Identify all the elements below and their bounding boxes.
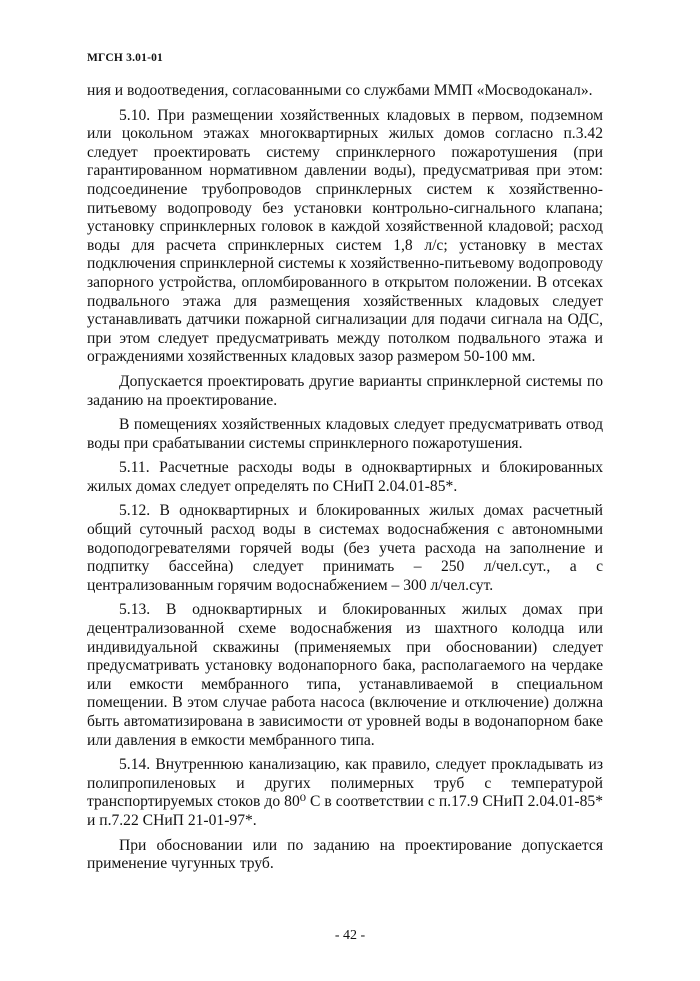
- document-body: [87, 82, 603, 874]
- paragraph-5-11: 5.11. Расчетные расходы воды в одноквартирных и блокированных жилых домах следует определять по СНиП 2.04.01-85*.: [87, 459, 603, 495]
- paragraph-5-12: 5.12. В одноквартирных и блокированных жилых домах расчетный общий суточный расход воды в системах водоснабжения с автономными водоподогревателями горячей воды (без учета расхода на заполнение и подпитку бассейна) следует принимать – 250 л/чел.сут., а с централизованным горячим водоснабжением – 300 л/чел.сут.: [87, 502, 603, 594]
- paragraph-5-14: 5.14. Внутреннюю канализацию, как правило, следует прокладывать из полипропиленовых и других полимерных труб с температурой транспортируемых стоков до 80⁰ С в соответствии с п.17.9 СНиП 2.04.01-85* и п.7.22 СНиП 21-01-97*.: [87, 756, 603, 829]
- paragraph-5-10: 5.10. При размещении хозяйственных кладовых в первом, подземном или цокольном этажах многоквартирных жилых домов согласно п.3.42 следует проектировать систему спринклерного пожаротушения (при гарантированном нормативном давлении воды), предусматривая при этом: подсоединение трубопроводов спринклерных систем к хозяйственно-питьевому водопроводу без установки контрольно-сигнального клапана; установку спринклерных головок в каждой хозяйственной кладовой; расход воды для расчета спринклерных систем 1,8 л/с; установку в местах подключения спринклерной системы к хозяйственно-питьевому водопроводу запорного устройства, опломбированного в открытом положении. В отсеках подвального этажа для размещения хозяйственных кладовых следует устанавливать датчики пожарной сигнализации для подачи сигнала на ОДС, при этом следует предусматривать между потолком подвального этажа и ограждениями хозяйственных кладовых зазор размером 50-100 мм.: [87, 106, 603, 366]
- paragraph-5-13: 5.13. В одноквартирных и блокированных жилых домах при децентрализованной схеме водоснабжения из шахтного колодца или индивидуальной скважины (применяемых при обосновании) следует предусматривать установку водонапорного бака, располагаемого на чердаке или емкости мембранного типа, устанавливаемой в специальном помещении. В этом случае работа насоса (включение и отключение) должна быть автоматизирована в зависимости от уровней воды в водонапорном баке или давления в емкости мембранного типа.: [87, 601, 603, 749]
- paragraph-water-drainage: В помещениях хозяйственных кладовых следует предусматривать отвод воды при срабатывании системы спринклерного пожаротушения.: [87, 416, 603, 452]
- page-number: - 42 -: [334, 928, 366, 943]
- paragraph-alternative-variants: Допускается проектировать другие варианты спринклерной системы по заданию на проектирование.: [87, 372, 603, 409]
- document-code-header: МГСН 3.01-01: [87, 52, 163, 64]
- paragraph-cast-iron-pipes: При обосновании или по заданию на проектирование допускается применение чугунных труб.: [87, 836, 603, 873]
- paragraph-continuation: ния и водоотведения, согласованными со службами ММП «Мосводоканал».: [87, 82, 593, 99]
